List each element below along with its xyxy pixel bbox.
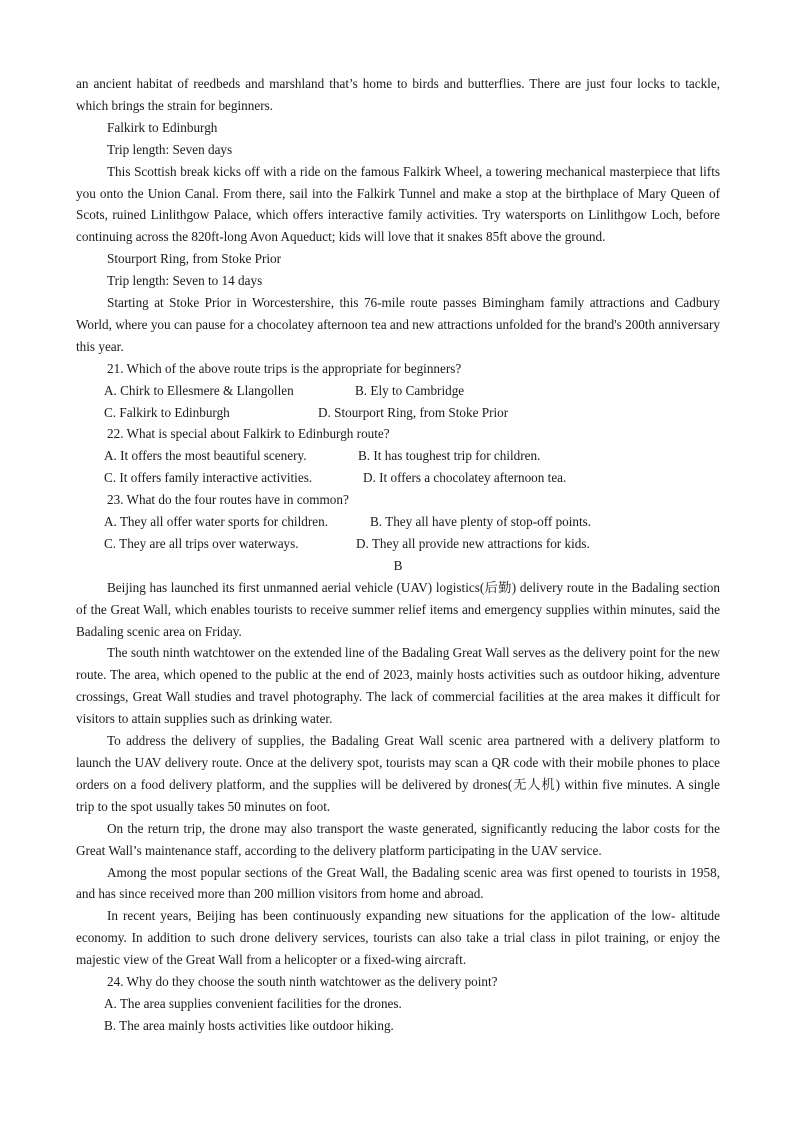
question-23-option-a[interactable]: A. They all offer water sports for children. <box>104 514 328 530</box>
passage-b-paragraph-4: On the return trip, the drone may also transport the waste generated, significantly reducing the labor costs for the Great Wall’s maintenance staff, according to the delivery platform participating in the UAV service. <box>76 820 720 858</box>
question-23-stem: 23. What do the four routes have in common? <box>107 492 349 508</box>
route-length-falkirk: Trip length: Seven days <box>107 141 233 157</box>
question-21-option-c[interactable]: C. Falkirk to Edinburgh <box>104 404 230 420</box>
route-heading-falkirk: Falkirk to Edinburgh <box>107 119 218 135</box>
question-23-options-row-1 <box>76 511 720 533</box>
question-22-option-d[interactable]: D. It offers a chocolatey afternoon tea. <box>363 470 567 486</box>
passage-b-paragraph-6: In recent years, Beijing has been continuously expanding new situations for the application of the low- altitude economy. In addition to such drone delivery services, tourists can also take a trial class in pilot training, or enjoy the majestic view of the Great Wall from a helicopter or a fixed-wing aircraft. <box>76 908 720 968</box>
question-24-stem: 24. Why do they choose the south ninth watchtower as the delivery point? <box>107 974 498 990</box>
route-heading-stourport: Stourport Ring, from Stoke Prior <box>107 251 282 267</box>
question-23-option-c[interactable]: C. They are all trips over waterways. <box>104 535 299 551</box>
question-22-stem: 22. What is special about Falkirk to Edinburgh route? <box>107 426 390 442</box>
section-b-heading: B <box>393 557 403 573</box>
question-22-option-a[interactable]: A. It offers the most beautiful scenery. <box>104 448 307 464</box>
document-content <box>76 73 720 1037</box>
question-21-option-a[interactable]: A. Chirk to Ellesmere & Llangollen <box>104 382 294 398</box>
question-21-options-row-1 <box>76 380 720 402</box>
passage-b-paragraph-3: To address the delivery of supplies, the Badaling Great Wall scenic area partnered with a delivery platform to launch the UAV delivery route. Once at the delivery spot, tourists may scan a QR code with their mobile phones to place orders on a food delivery platform, and the supplies will be delivered by drones(无人机) within five minutes. A single trip to the spot usually takes 50 minutes on foot. <box>76 733 720 814</box>
question-24-option-a[interactable]: A. The area supplies convenient facilities for the drones. <box>104 995 402 1011</box>
question-21-stem: 21. Which of the above route trips is the appropriate for beginners? <box>107 360 462 376</box>
question-22-option-c[interactable]: C. It offers family interactive activities. <box>104 470 313 486</box>
question-23-option-d[interactable]: D. They all provide new attractions for kids. <box>356 535 590 551</box>
question-22-options-row-1 <box>76 445 720 467</box>
question-21-option-b[interactable]: B. Ely to Cambridge <box>355 382 465 398</box>
question-22-option-b[interactable]: B. It has toughest trip for children. <box>358 448 541 464</box>
passage-b-paragraph-1: Beijing has launched its first unmanned aerial vehicle (UAV) logistics(后勤) delivery route in the Badaling section of the Great Wall, which enables tourists to receive summer relief items and emergency supplies within minutes, said the Badaling scenic area on Friday. <box>76 579 720 639</box>
passage-b-paragraph-5: Among the most popular sections of the Great Wall, the Badaling scenic area was first opened to tourists in 1958, and has since received more than 200 million visitors from home and abroad. <box>76 864 720 902</box>
question-24-option-b[interactable]: B. The area mainly hosts activities like outdoor hiking. <box>104 1017 394 1033</box>
question-23-option-b[interactable]: B. They all have plenty of stop-off points. <box>370 514 592 530</box>
question-23-options-row-2 <box>76 533 720 555</box>
question-22-options-row-2 <box>76 467 720 489</box>
passage-b-paragraph-2: The south ninth watchtower on the extended line of the Badaling Great Wall serves as the delivery point for the new route. The area, which opened to the public at the end of 2023, mainly hosts activities such as outdoor hiking, adventure crossings, Great Wall studies and travel photography. The lack of commercial facilities at the area makes it difficult for visitors to attain supplies such as drinking water. <box>76 645 720 727</box>
route-desc-stourport: Starting at Stoke Prior in Worcestershire, this 76-mile route passes Bimingham family attractions and Cadbury World, where you can pause for a chocolatey afternoon tea and new attractions unfolded for the brand's 200th anniversary this year. <box>76 295 720 354</box>
question-21-option-d[interactable]: D. Stourport Ring, from Stoke Prior <box>318 404 509 420</box>
passage-a-continuation: an ancient habitat of reedbeds and marshland that’s home to birds and butterflies. There are just four locks to tackle, which brings the strain for beginners. <box>76 76 720 113</box>
route-desc-falkirk: This Scottish break kicks off with a ride on the famous Falkirk Wheel, a towering mechanical masterpiece that lifts you onto the Union Canal. From there, sail into the Falkirk Tunnel and make a stop at the birthplace of Mary Queen of Scots, ruined Linlithgow Palace, which offers interactive family activities. Try watersports on Linlithgow Loch, before continuing across the 820ft-long Avon Aqueduct; kids will love that it snakes 85ft above the ground. <box>76 163 720 245</box>
route-length-stourport: Trip length: Seven to 14 days <box>107 273 263 289</box>
question-21-options-row-2 <box>76 402 720 424</box>
